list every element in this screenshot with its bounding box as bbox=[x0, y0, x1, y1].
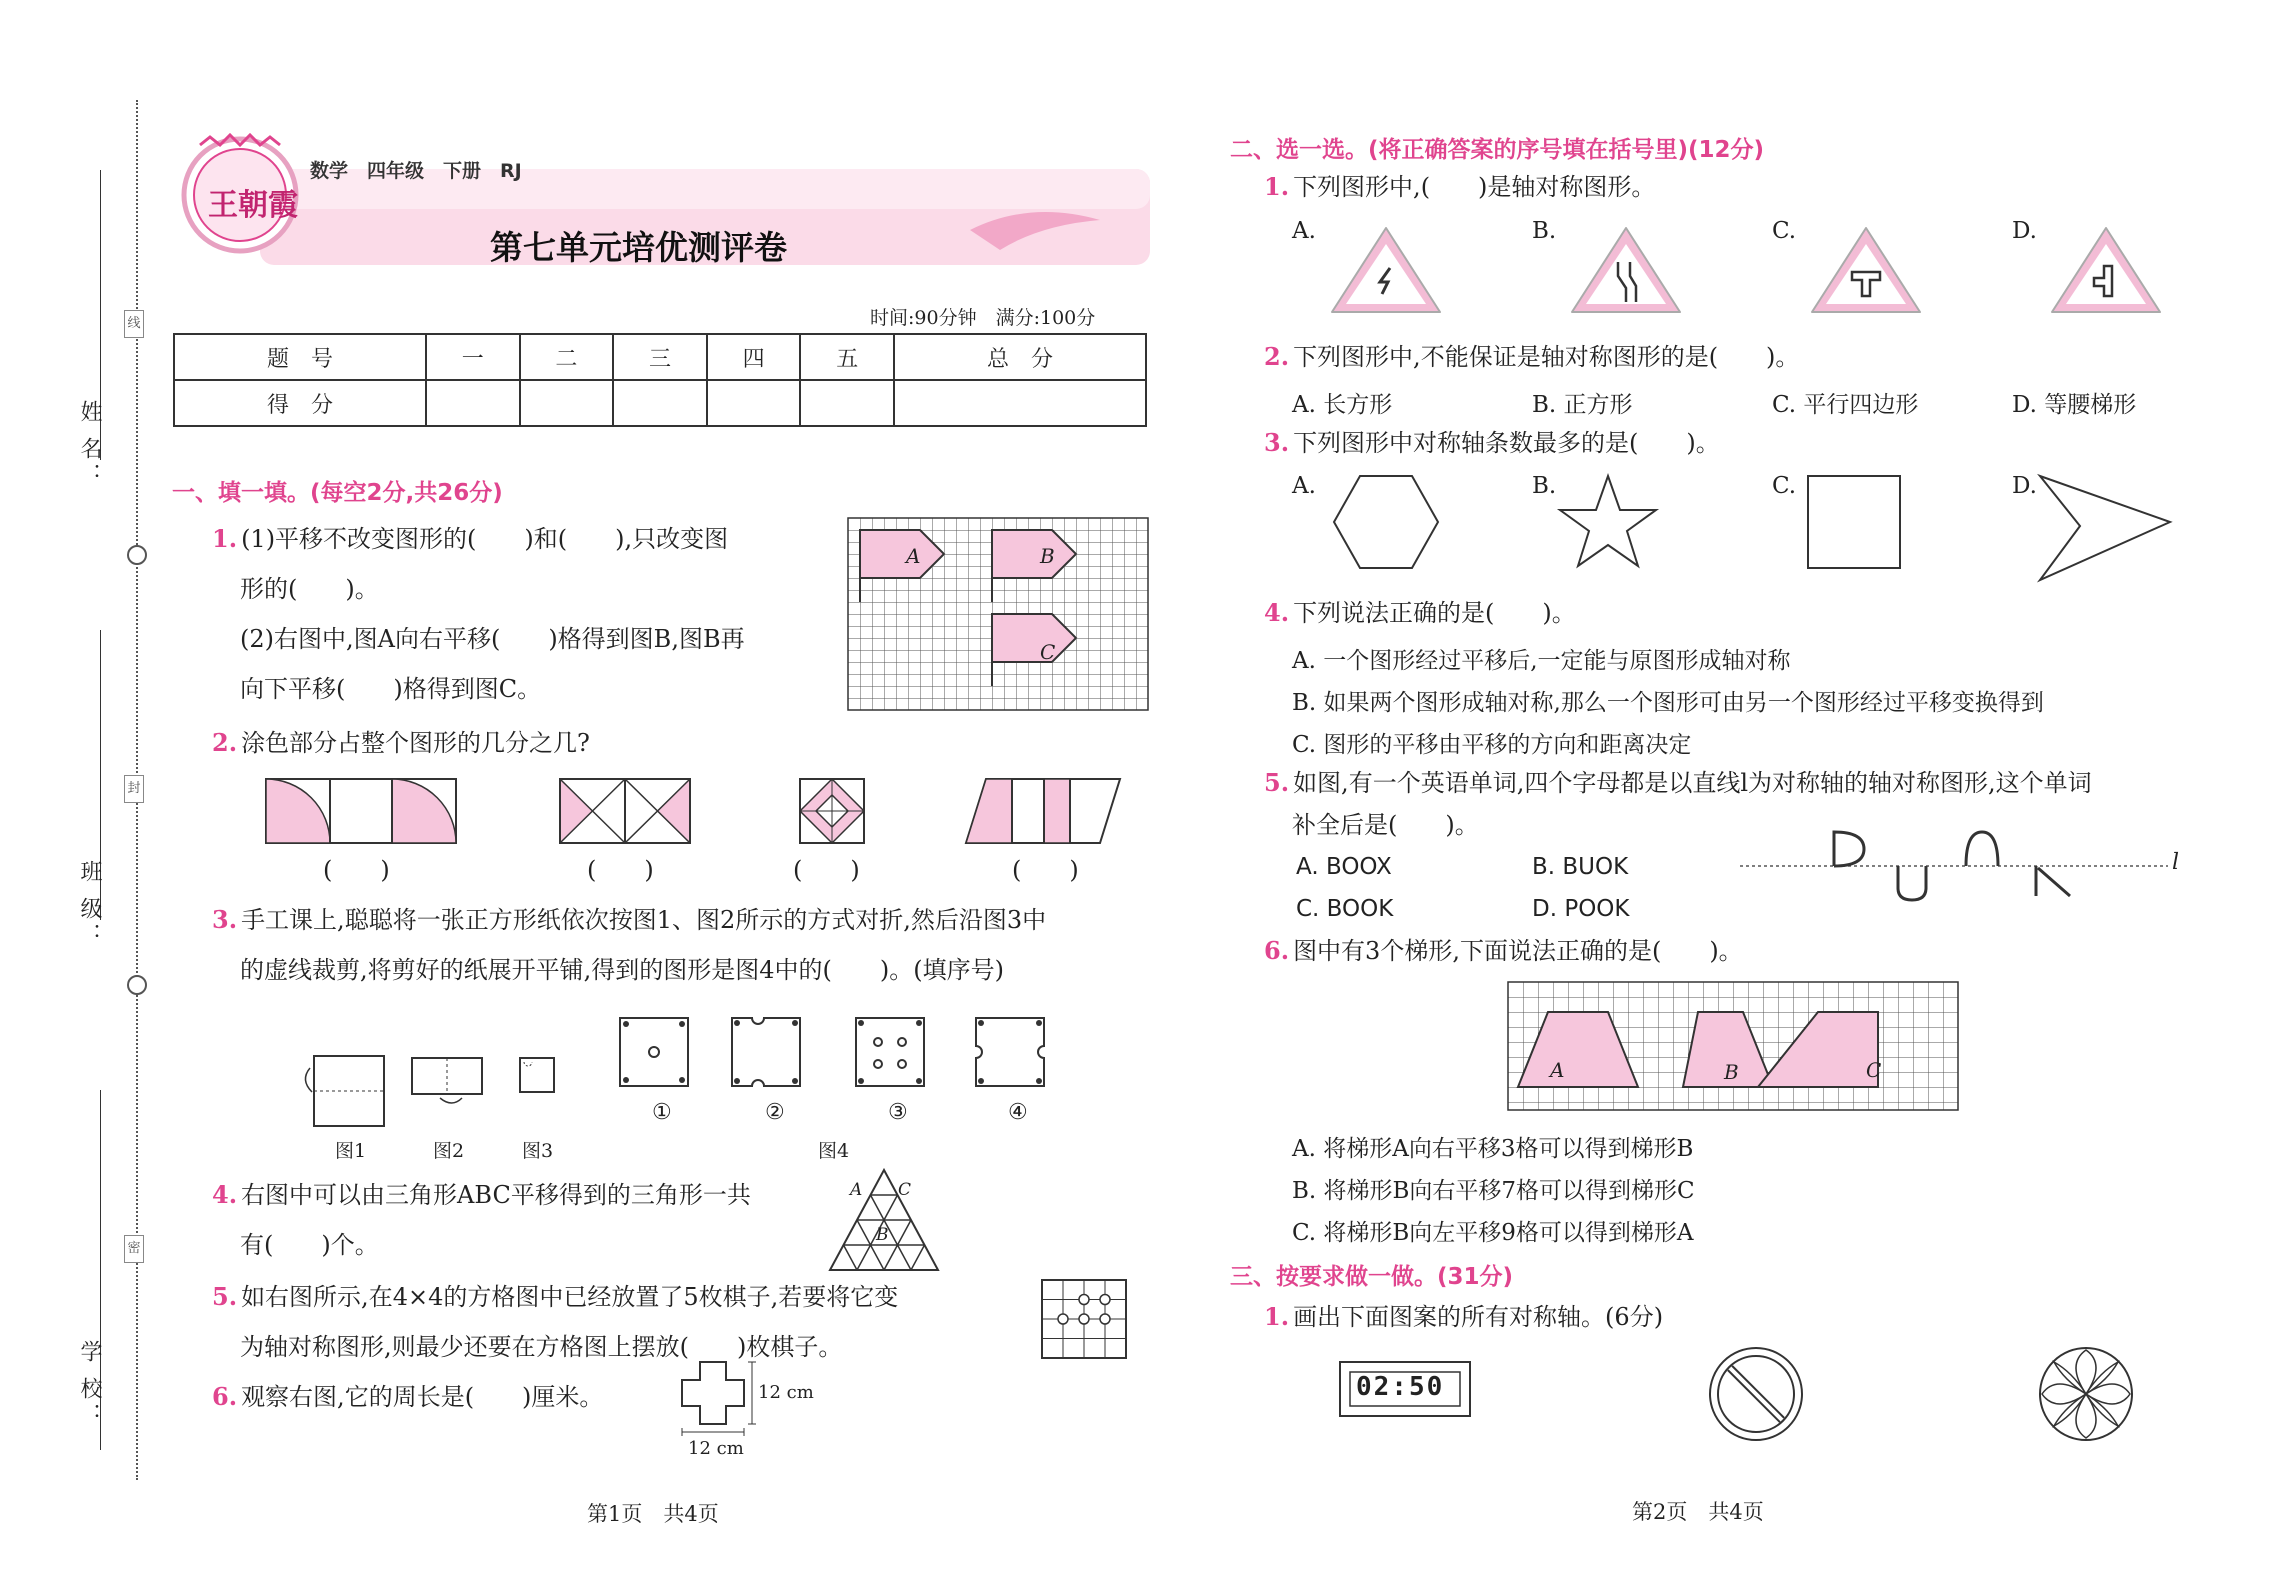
score-table bbox=[173, 333, 1147, 427]
question-number: 5. bbox=[1264, 768, 1290, 797]
section2-title: 二、选一选。(将正确答案的序号填在括号里)(12分) bbox=[1230, 137, 1765, 163]
vertex-label-c: C bbox=[898, 1180, 912, 1200]
fig-label-b: B bbox=[1040, 544, 1055, 568]
option-a[interactable]: A. 一个图形经过平移后,一定能与原图形成轴对称 bbox=[1292, 648, 1791, 674]
fig-label-c: C bbox=[1040, 640, 1056, 664]
option-b[interactable]: B. 将梯形B向右平移7格可以得到梯形C bbox=[1292, 1178, 1695, 1204]
score-cell[interactable] bbox=[800, 380, 894, 426]
option-b[interactable]: B. bbox=[1532, 218, 1557, 244]
cut-mark-secret: 密 bbox=[124, 1235, 144, 1263]
time-info: 时间:90分钟 满分:100分 bbox=[870, 307, 1096, 329]
sign-d-icon bbox=[2052, 228, 2160, 312]
square-icon bbox=[1808, 476, 1900, 568]
answer-blank[interactable]: ( ) bbox=[793, 856, 860, 884]
option-b[interactable]: B. 正方形 bbox=[1532, 392, 1633, 418]
axis-line-label: l bbox=[2172, 850, 2180, 875]
s1-q1-line1 bbox=[212, 522, 728, 556]
s2-q1 bbox=[1264, 170, 1655, 204]
trapezoid-grid-figure bbox=[1508, 982, 1960, 1112]
answer-blank[interactable]: ( ) bbox=[1012, 856, 1079, 884]
score-header-cell: 二 bbox=[520, 334, 614, 380]
dimension-height: 12 cm bbox=[758, 1382, 814, 1403]
answer-blank[interactable]: ( ) bbox=[587, 856, 654, 884]
traffic-sign-options bbox=[1330, 222, 2180, 318]
score-cell[interactable] bbox=[613, 380, 707, 426]
cross-shape-figure bbox=[678, 1358, 758, 1438]
option-a[interactable]: A. BOOX bbox=[1296, 854, 1392, 880]
cut-mark-seal: 封 bbox=[124, 775, 144, 803]
s1-q4-line2: 有( )个。 bbox=[240, 1231, 379, 1259]
arrowhead-icon bbox=[2040, 476, 2170, 580]
score-header-cell: 四 bbox=[707, 334, 801, 380]
option-b[interactable]: B. bbox=[1532, 473, 1557, 499]
header-meta: 数学 四年级 下册 RJ bbox=[310, 160, 522, 182]
question-text: 手工课上,聪聪将一张正方形纸依次按图1、图2所示的方式对折,然后沿图3中 bbox=[241, 906, 1047, 934]
section1-title: 一、填一填。(每空2分,共26分) bbox=[172, 480, 503, 506]
option-a[interactable]: A. 将梯形A向右平移3格可以得到梯形B bbox=[1292, 1136, 1694, 1162]
option-1[interactable]: ① bbox=[652, 1100, 672, 1125]
page-title: 第七单元培优测评卷 bbox=[490, 228, 787, 267]
option-b[interactable]: B. BUOK bbox=[1532, 854, 1629, 880]
question-text: 右图中可以由三角形ABC平移得到的三角形一共 bbox=[241, 1181, 751, 1209]
option-c[interactable]: C. 图形的平移由平移的方向和距离决定 bbox=[1292, 732, 1692, 758]
s2-q3 bbox=[1264, 426, 1720, 460]
triangle-grid-figure bbox=[828, 1168, 940, 1272]
option-a[interactable]: A. bbox=[1292, 473, 1316, 499]
trapezoid-label-a: A bbox=[1550, 1058, 1565, 1082]
option-a[interactable]: A. 长方形 bbox=[1292, 392, 1393, 418]
s2-q5-line1 bbox=[1264, 766, 2092, 800]
s1-q6 bbox=[212, 1380, 603, 1414]
s1-q2 bbox=[212, 726, 590, 760]
fig-label-a: A bbox=[906, 544, 921, 568]
score-cell[interactable] bbox=[520, 380, 614, 426]
s2-q2 bbox=[1264, 340, 1799, 374]
question-number: 1. bbox=[212, 524, 238, 553]
school-label: 学 校： bbox=[77, 1340, 102, 1429]
question-number: 4. bbox=[1264, 598, 1290, 627]
chessboard-figure bbox=[1040, 1278, 1130, 1360]
no-entry-sign-icon bbox=[1706, 1344, 1806, 1444]
s1-q1-line2: 形的( )。 bbox=[240, 575, 379, 603]
s1-q1-line3: (2)右图中,图A向右平移( )格得到图B,图B再 bbox=[240, 625, 745, 653]
question-text: 下列图形中,不能保证是轴对称图形的是( )。 bbox=[1293, 343, 1800, 371]
question-text: 下列图形中,( )是轴对称图形。 bbox=[1293, 173, 1656, 201]
option-c[interactable]: C. BOOK bbox=[1296, 896, 1394, 922]
hexagon-icon bbox=[1334, 476, 1438, 568]
option-c[interactable]: C. bbox=[1772, 473, 1797, 499]
question-text: (1)平移不改变图形的( )和( ),只改变图 bbox=[241, 525, 729, 553]
fig-caption: 图4 bbox=[818, 1140, 850, 1162]
s2-q6 bbox=[1264, 934, 1743, 968]
s3-q1 bbox=[1264, 1300, 1663, 1334]
question-number: 1. bbox=[1264, 172, 1290, 201]
score-header-cell: 题 号 bbox=[174, 334, 426, 380]
flower-pattern-icon bbox=[2036, 1344, 2136, 1444]
option-a[interactable]: A. bbox=[1292, 218, 1316, 244]
fig-caption: 图1 bbox=[335, 1140, 367, 1162]
score-header-cell: 五 bbox=[800, 334, 894, 380]
s2-q4 bbox=[1264, 596, 1576, 630]
question-text: 如右图所示,在4×4的方格图中已经放置了5枚棋子,若要将它变 bbox=[241, 1283, 899, 1311]
trapezoid-label-b: B bbox=[1724, 1060, 1739, 1084]
vertex-label-a: A bbox=[850, 1180, 863, 1200]
question-number: 3. bbox=[1264, 428, 1290, 457]
score-cell[interactable] bbox=[707, 380, 801, 426]
question-text: 观察右图,它的周长是( )厘米。 bbox=[241, 1383, 604, 1411]
score-header-cell: 三 bbox=[613, 334, 707, 380]
half-word-figure bbox=[1738, 822, 2178, 902]
translation-grid-figure bbox=[848, 518, 1148, 710]
sign-b-icon bbox=[1572, 228, 1680, 312]
s1-q5-line1 bbox=[212, 1280, 898, 1314]
page-footer-right: 第2页 共4页 bbox=[1632, 1500, 1764, 1524]
question-number: 2. bbox=[212, 728, 238, 757]
question-number: 2. bbox=[1264, 342, 1290, 371]
fig-caption: 图3 bbox=[522, 1140, 554, 1162]
option-2[interactable]: ② bbox=[765, 1100, 785, 1125]
dimension-width: 12 cm bbox=[688, 1438, 744, 1459]
fig-caption: 图2 bbox=[433, 1140, 465, 1162]
name-label: 姓 名： bbox=[77, 400, 102, 489]
question-text: 下列图形中对称轴条数最多的是( )。 bbox=[1293, 429, 1720, 457]
score-cell[interactable] bbox=[426, 380, 520, 426]
option-d[interactable]: D. POOK bbox=[1532, 896, 1630, 922]
s2-q5-line2: 补全后是( )。 bbox=[1292, 811, 1479, 839]
answer-blank[interactable]: ( ) bbox=[323, 856, 390, 884]
s1-q1-line4: 向下平移( )格得到图C。 bbox=[240, 675, 542, 703]
question-text: 涂色部分占整个图形的几分之几? bbox=[241, 729, 590, 757]
question-number: 6. bbox=[1264, 936, 1290, 965]
cut-mark-line: 线 bbox=[124, 310, 144, 338]
class-label: 班 级： bbox=[77, 860, 102, 949]
option-3[interactable]: ③ bbox=[888, 1100, 908, 1125]
clock-display: 02:50 bbox=[1356, 1372, 1445, 1402]
question-number: 6. bbox=[212, 1382, 238, 1411]
s1-q3-line2: 的虚线裁剪,将剪好的纸展开平铺,得到的图形是图4中的( )。(填序号) bbox=[240, 956, 1004, 984]
question-text: 下列说法正确的是( )。 bbox=[1293, 599, 1576, 627]
question-number: 3. bbox=[212, 905, 238, 934]
s1-q3-line1 bbox=[212, 903, 1046, 937]
score-cell[interactable] bbox=[894, 380, 1146, 426]
score-label-cell: 得 分 bbox=[174, 380, 426, 426]
question-text: 画出下面图案的所有对称轴。(6分) bbox=[1293, 1303, 1664, 1331]
vertex-label-b: B bbox=[876, 1225, 889, 1245]
star-icon bbox=[1560, 476, 1656, 566]
option-4[interactable]: ④ bbox=[1008, 1100, 1028, 1125]
fraction-figures bbox=[260, 775, 1140, 847]
option-d[interactable]: D. bbox=[2012, 218, 2037, 244]
option-c[interactable]: C. bbox=[1772, 218, 1797, 244]
shape-options bbox=[1300, 470, 2180, 580]
question-number: 4. bbox=[212, 1180, 238, 1209]
sign-a-icon bbox=[1332, 228, 1440, 312]
section3-title: 三、按要求做一做。(31分) bbox=[1230, 1264, 1514, 1290]
brand-logo-text: 王朝霞 bbox=[208, 188, 298, 223]
option-c[interactable]: C. 将梯形B向左平移9格可以得到梯形A bbox=[1292, 1220, 1694, 1246]
option-d[interactable]: D. bbox=[2012, 473, 2037, 499]
trapezoid-label-c: C bbox=[1866, 1058, 1882, 1082]
option-d[interactable]: D. 等腰梯形 bbox=[2012, 392, 2137, 418]
question-text: 图中有3个梯形,下面说法正确的是( )。 bbox=[1293, 937, 1743, 965]
page-footer-left: 第1页 共4页 bbox=[587, 1502, 719, 1526]
s1-q5-line2: 为轴对称图形,则最少还要在方格图上摆放( )枚棋子。 bbox=[240, 1333, 843, 1361]
paper-folding-figures bbox=[300, 1010, 1080, 1120]
sign-c-icon bbox=[1812, 228, 1920, 312]
question-text: 如图,有一个英语单词,四个字母都是以直线l为对称轴的轴对称图形,这个单词 bbox=[1293, 769, 2092, 797]
question-number: 1. bbox=[1264, 1302, 1290, 1331]
option-b[interactable]: B. 如果两个图形成轴对称,那么一个图形可由另一个图形经过平移变换得到 bbox=[1292, 690, 2044, 716]
s1-q4-line1 bbox=[212, 1178, 751, 1212]
score-header-cell: 总 分 bbox=[894, 334, 1146, 380]
question-number: 5. bbox=[212, 1282, 238, 1311]
score-header-cell: 一 bbox=[426, 334, 520, 380]
option-c[interactable]: C. 平行四边形 bbox=[1772, 392, 1919, 418]
